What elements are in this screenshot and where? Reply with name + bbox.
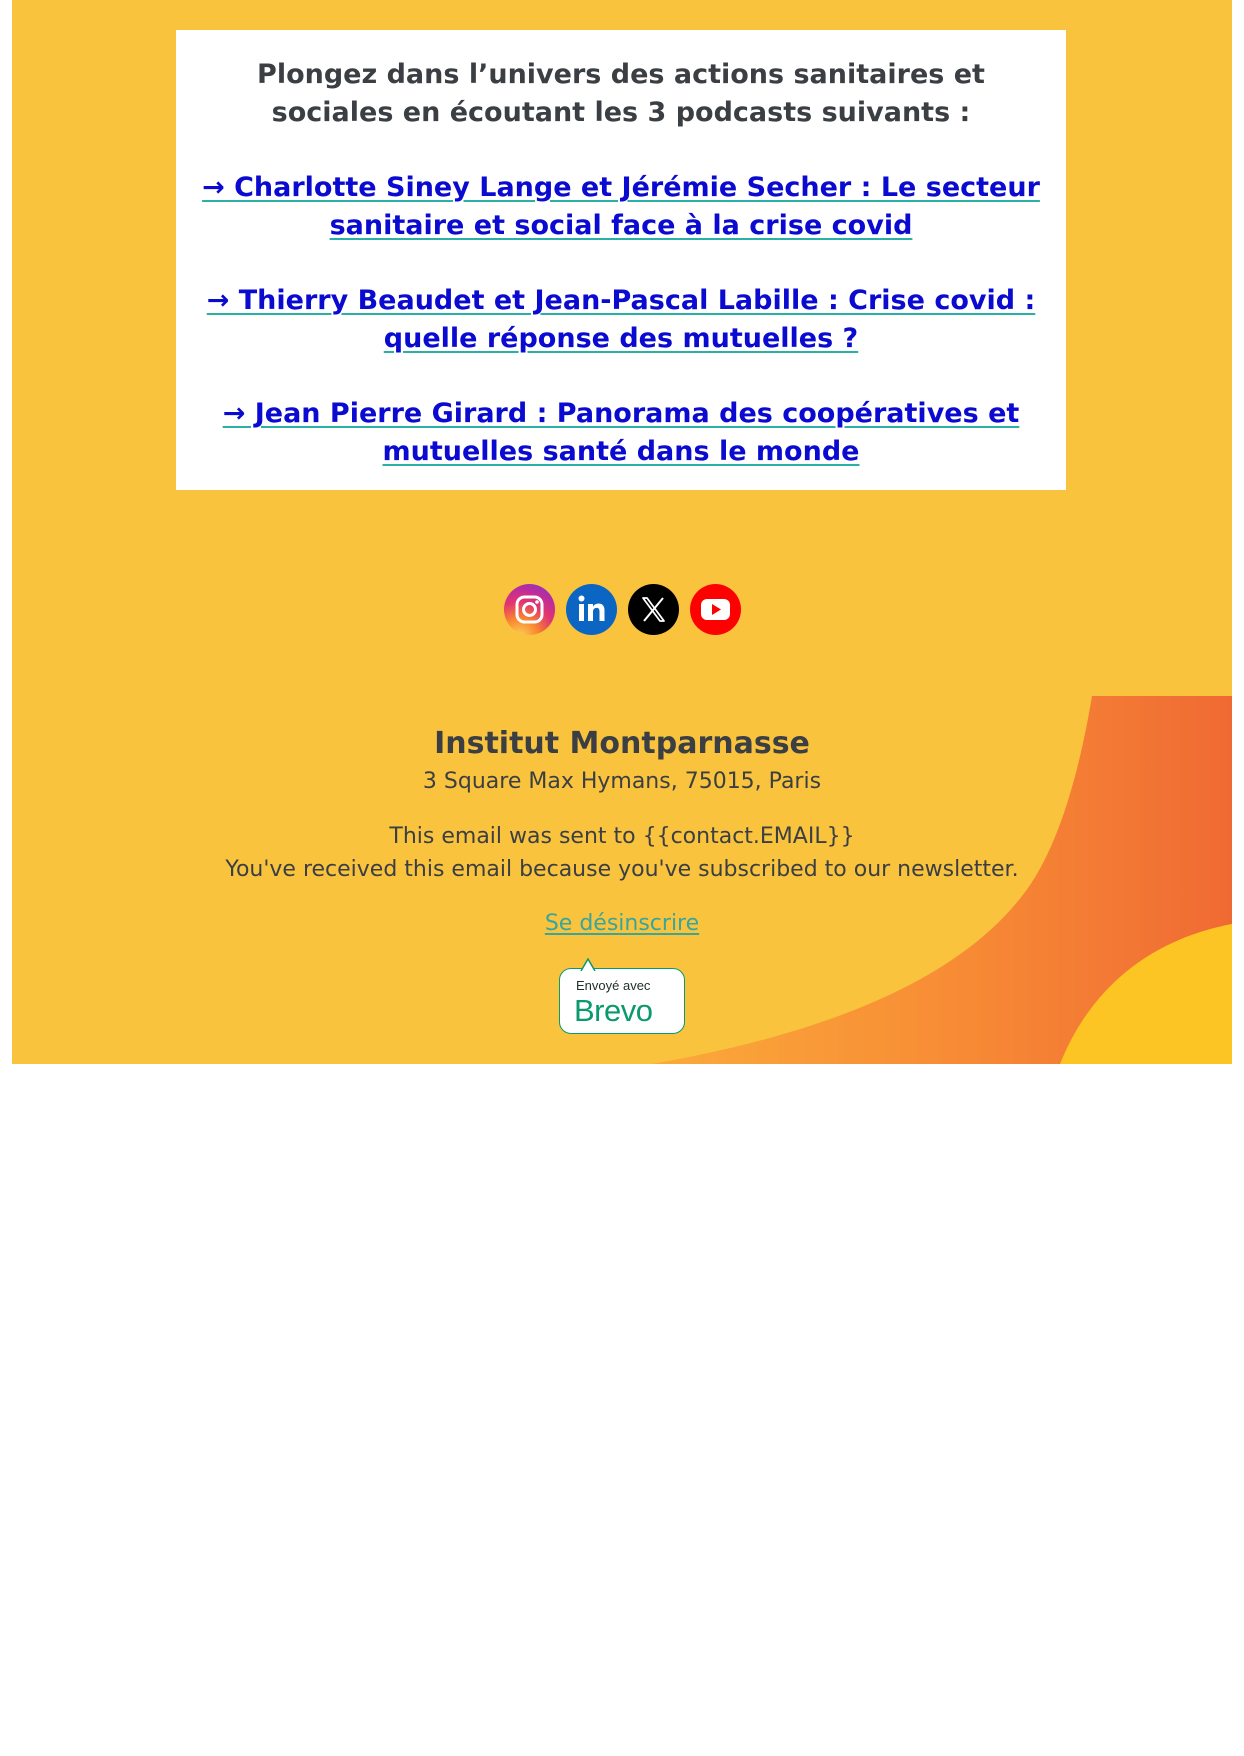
linkedin-icon[interactable]	[566, 584, 617, 635]
intro-text: Plongez dans l’univers des actions sanitaires et sociales en écoutant les 3 podcasts suivants :	[257, 59, 985, 128]
instagram-icon[interactable]	[504, 584, 555, 635]
email-body	[12, 0, 1232, 1064]
podcast-link-2[interactable]: → Thierry Beaudet et Jean-Pascal Labille : Crise covid : quelle réponse des mutuelles ?	[206, 285, 1036, 354]
badge-caption: Envoyé avec	[576, 978, 651, 993]
organization-name: Institut Montparnasse	[434, 726, 810, 761]
podcast-link-1[interactable]: → Charlotte Siney Lange et Jérémie Secher : Le secteur sanitaire et social face à la crise covid	[202, 172, 1040, 241]
podcast-card	[176, 30, 1066, 490]
sent-to-text: This email was sent to {{contact.EMAIL}}	[389, 824, 855, 849]
unsubscribe-link[interactable]: Se désinscrire	[544, 911, 700, 936]
organization-address: 3 Square Max Hymans, 75015, Paris	[422, 769, 822, 794]
brevo-logo: Brevo	[574, 993, 653, 1028]
brevo-badge[interactable]	[559, 968, 685, 1034]
subscription-reason: You've received this email because you've subscribed to our newsletter.	[225, 857, 1019, 882]
badge-speech-tail	[580, 958, 596, 971]
footer	[12, 696, 1232, 1064]
podcast-link-3[interactable]: → Jean Pierre Girard : Panorama des coopératives et mutuelles santé dans le monde	[222, 398, 1020, 467]
x-icon[interactable]	[628, 584, 679, 635]
social-links	[12, 584, 1232, 636]
youtube-icon[interactable]	[690, 584, 741, 635]
